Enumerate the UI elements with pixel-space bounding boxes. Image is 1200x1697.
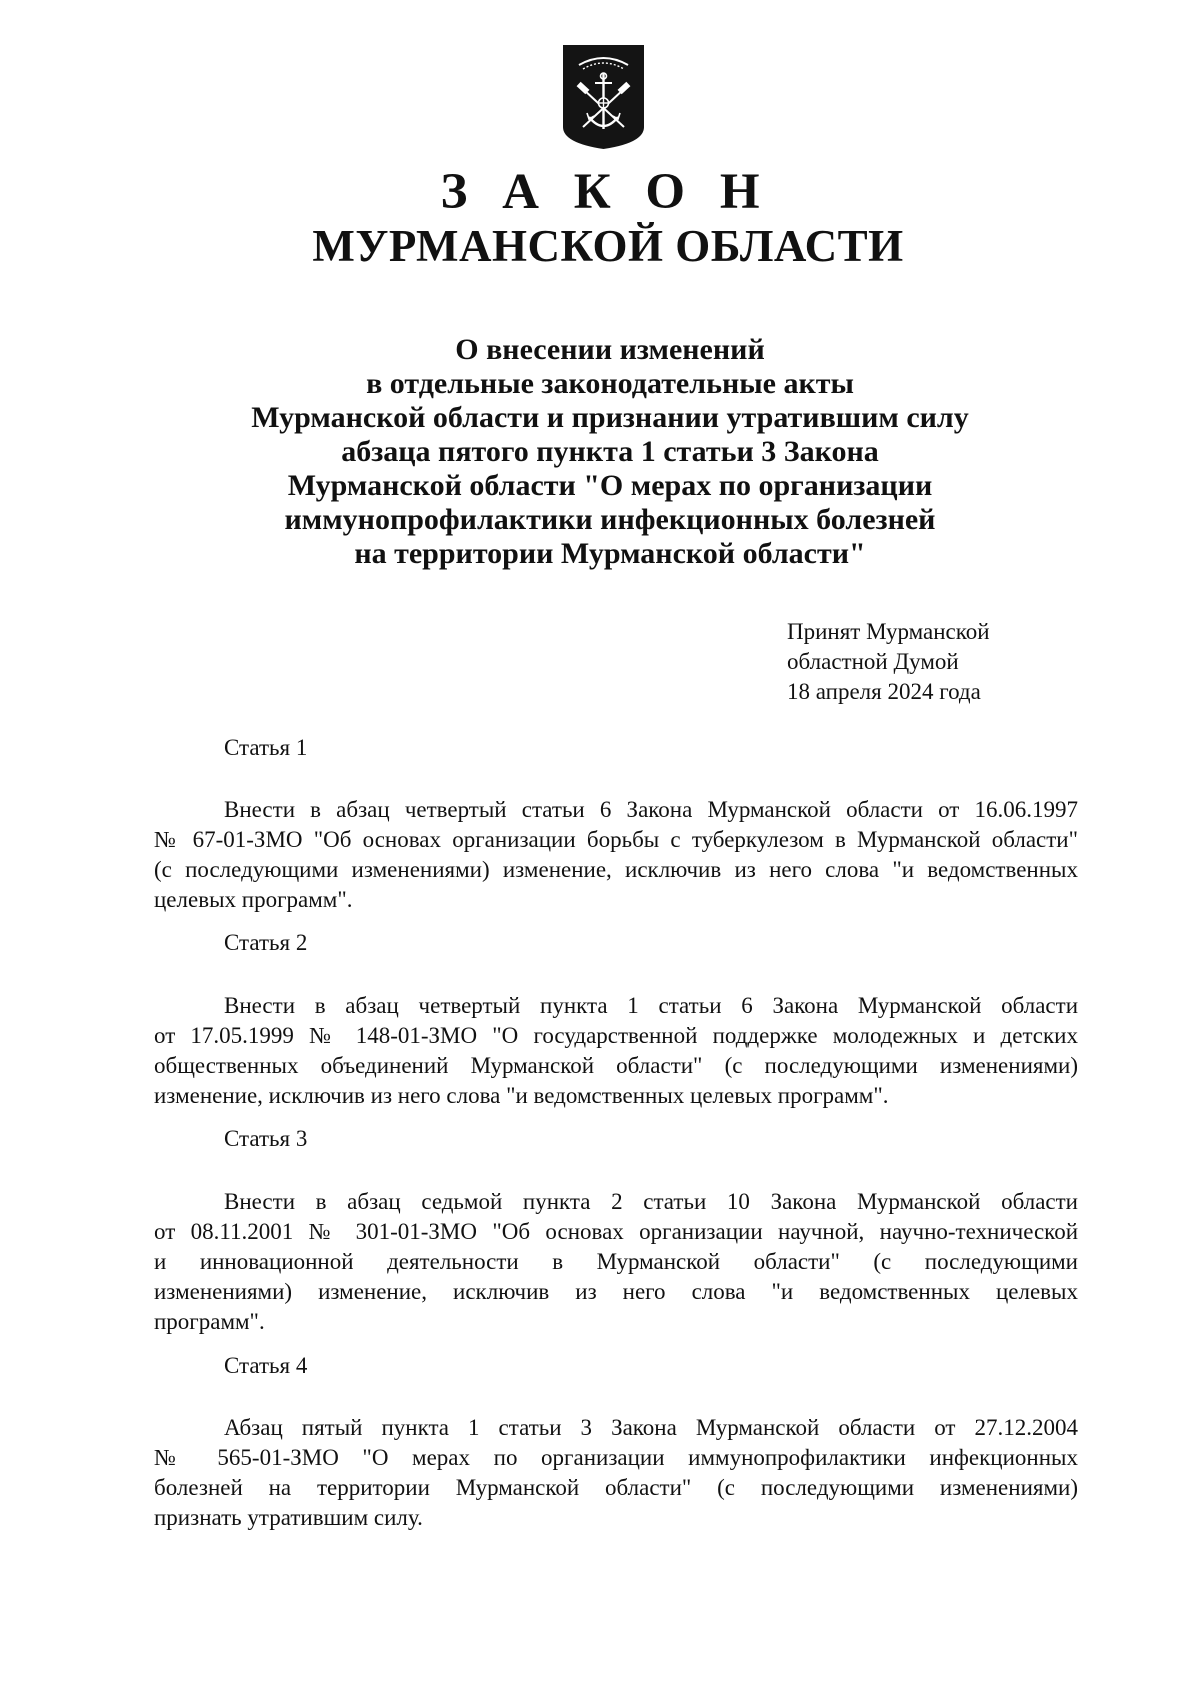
- article-line: общественных объединений Мурманской области" (с последующими изменениями): [154, 1053, 1078, 1078]
- article-line: и инновационной деятельности в Мурманской области" (с последующими: [154, 1249, 1078, 1274]
- subject-line: в отдельные законодательные акты: [366, 367, 854, 400]
- coat-of-arms-icon: [561, 43, 646, 151]
- article-line: изменение, исключив из него слова "и ведомственных целевых программ".: [154, 1083, 889, 1108]
- law-title: З А К О Н: [440, 164, 771, 220]
- article-line: Внести в абзац четвертый статьи 6 Закона Мурманской области от 16.06.1997: [224, 797, 1078, 822]
- region-title: МУРМАНСКОЙ ОБЛАСТИ: [312, 221, 904, 271]
- article-line: Внести в абзац четвертый пункта 1 статьи 6 Закона Мурманской области: [224, 993, 1078, 1018]
- article-line: болезней на территории Мурманской области" (с последующими изменениями): [154, 1475, 1078, 1500]
- article-4-text: [154, 1413, 1078, 1533]
- subject-line: абзаца пятого пункта 1 статьи 3 Закона: [341, 435, 879, 468]
- subject-line: на территории Мурманской области": [354, 537, 866, 570]
- article-4-heading: Статья 4: [224, 1353, 308, 1378]
- article-line: Внести в абзац седьмой пункта 2 статьи 10 Закона Мурманской области: [224, 1189, 1078, 1214]
- article-2-heading: Статья 2: [224, 930, 308, 955]
- article-line: Абзац пятый пункта 1 статьи 3 Закона Мурманской области от 27.12.2004: [224, 1415, 1078, 1440]
- article-1-text: [154, 795, 1078, 915]
- law-subject: [150, 333, 1070, 571]
- article-line: № 565-01-ЗМО "О мерах по организации иммунопрофилактики инфекционных: [154, 1445, 1078, 1470]
- article-line: от 08.11.2001 № 301-01-ЗМО "Об основах организации научной, научно-технической: [154, 1219, 1078, 1244]
- subject-line: иммунопрофилактики инфекционных болезней: [284, 503, 936, 536]
- adoption-line: 18 апреля 2024 года: [787, 679, 981, 704]
- adoption-note: [787, 617, 1047, 707]
- subject-line: О внесении изменений: [455, 333, 765, 366]
- article-line: признать утратившим силу.: [154, 1505, 423, 1530]
- article-3-text: [154, 1187, 1078, 1337]
- article-line: от 17.05.1999 № 148-01-ЗМО "О государственной поддержке молодежных и детских: [154, 1023, 1078, 1048]
- article-line: изменениями) изменение, исключив из него слова "и ведомственных целевых: [154, 1279, 1078, 1304]
- subject-line: Мурманской области и признании утратившим силу: [251, 401, 969, 434]
- article-3-heading: Статья 3: [224, 1126, 308, 1151]
- article-line: № 67-01-ЗМО "Об основах организации борьбы с туберкулезом в Мурманской области": [154, 827, 1078, 852]
- article-line: (с последующими изменениями) изменение, исключив из него слова "и ведомственных: [154, 857, 1078, 882]
- article-line: программ".: [154, 1309, 265, 1334]
- article-line: целевых программ".: [154, 887, 353, 912]
- article-1-heading: Статья 1: [224, 735, 308, 760]
- article-2-text: [154, 991, 1078, 1111]
- subject-line: Мурманской области "О мерах по организации: [287, 469, 933, 502]
- adoption-line: Принят Мурманской: [787, 619, 990, 644]
- adoption-line: областной Думой: [787, 649, 959, 674]
